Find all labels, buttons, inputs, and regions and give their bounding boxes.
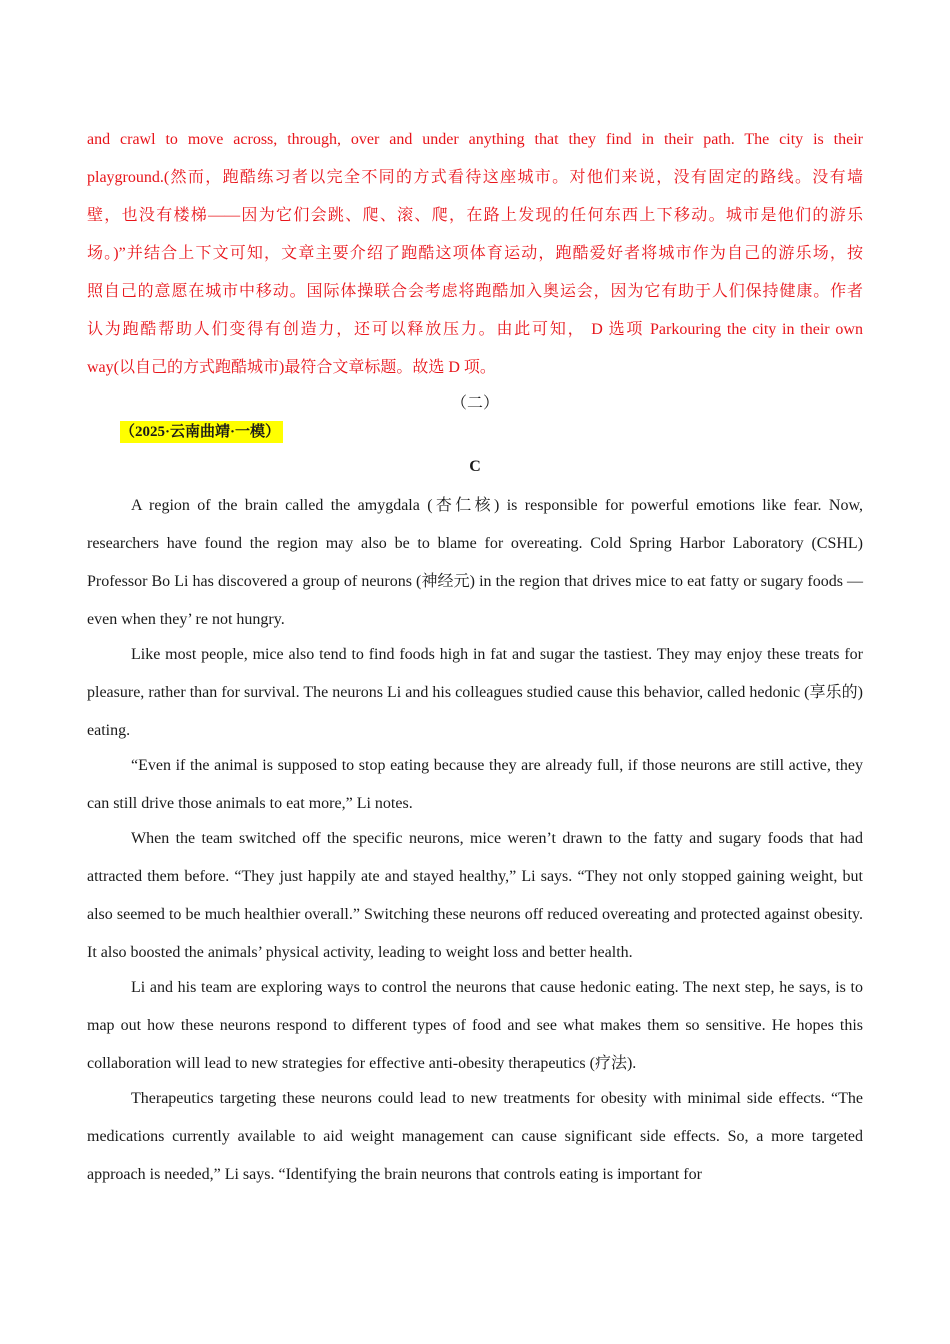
answer-line: 壁，也没有楼梯——因为它们会跳、爬、滚、爬，在路上发现的任何东西上下移动。城市是他们的游乐 xyxy=(87,207,863,224)
passage-paragraph: A region of the brain called the amygdala (杏仁核) is responsible for powerful emotions like fear. Now, researchers have found the region may also be to blame for overeating. Cold Spring Harbor Laboratory (CSHL) Professor Bo Li has discovered a group of neurons (神经元) in the region that drives mice to eat fatty or sugary foods — even when they’ re not hungry. xyxy=(87,497,863,628)
source-tag: （2025·云南曲靖·一模） xyxy=(120,421,283,443)
answer-line: playground.(然而，跑酷练习者以完全不同的方式看待这座城市。对他们来说，没有固定的路线。没有墙 xyxy=(87,169,863,186)
answer-line: 照自己的意愿在城市中移动。国际体操联合会考虑将跑酷加入奥运会，因为它有助于人们保持健康。作者 xyxy=(87,283,863,300)
passage-paragraph: Therapeutics targeting these neurons could lead to new treatments for obesity with minimal side effects. “The medications currently available to aid weight management can cause significant side effects. So, a more targeted approach is needed,” Li says. “Identifying the brain neurons that controls eating is important for xyxy=(87,1090,863,1183)
answer-explanation xyxy=(87,121,863,387)
passage-paragraph: Like most people, mice also tend to find foods high in fat and sugar the tastiest. They may enjoy these treats for pleasure, rather than for survival. The neurons Li and his colleagues studied cause this behavior, called hedonic (享乐的) eating. xyxy=(87,646,863,739)
answer-line: and crawl to move across, through, over and under anything that they find in their path. The city is their xyxy=(87,131,863,148)
document-page xyxy=(87,121,863,1191)
passage-paragraph: “Even if the animal is supposed to stop eating because they are already full, if those neurons are still active, they can still drive those animals to eat more,” Li notes. xyxy=(87,757,863,812)
source-tag-row xyxy=(87,419,863,443)
passage-letter: C xyxy=(469,458,481,475)
answer-line: 场。)”并结合上下文可知，文章主要介绍了跑酷这项体育运动，跑酷爱好者将城市作为自己的游乐场，按 xyxy=(87,245,863,262)
section-number: （二） xyxy=(450,395,499,412)
passage-paragraph: When the team switched off the specific neurons, mice weren’t drawn to the fatty and sugary foods that had attracted them before. “They just happily ate and stayed healthy,” Li says. “They not only stopped gaining weight, but also seemed to be much healthier overall.” Switching these neurons off reduced overeating and protected against obesity. It also boosted the animals’ physical activity, leading to weight loss and better health. xyxy=(87,830,863,961)
answer-line: way(以自己的方式跑酷城市)最符合文章标题。故选 D 项。 xyxy=(87,359,496,376)
passage-paragraph: Li and his team are exploring ways to control the neurons that cause hedonic eating. The next step, he says, is to map out how these neurons respond to different types of food and see what makes them so sensitive. He hopes this collaboration will lead to new strategies for effective anti-obesity therapeutics (疗法). xyxy=(87,979,863,1072)
answer-line: 认为跑酷帮助人们变得有创造力，还可以释放压力。由此可知， D 选项 Parkouring the city in their own xyxy=(87,321,863,338)
